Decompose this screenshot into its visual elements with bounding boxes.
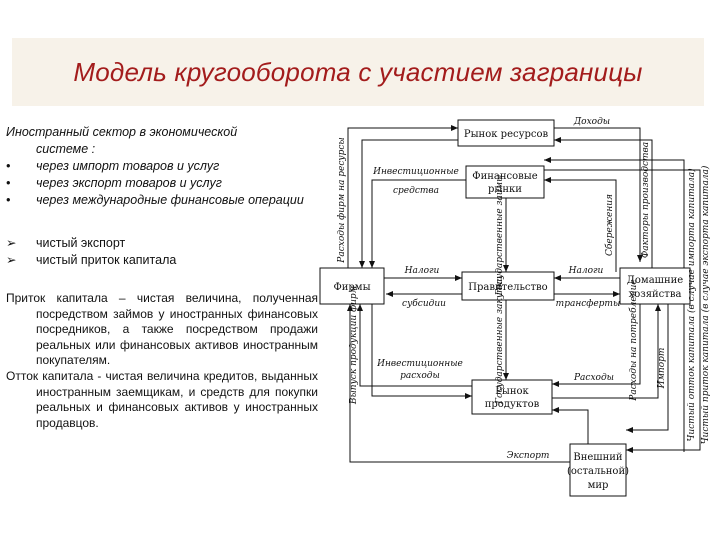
savings-label: Сбережения [605,193,615,257]
gov-purchases-label: Государственные закупки [495,276,505,404]
government-label: Правительство [468,282,548,293]
outflow-definition: Отток капитала - чистая величина кредитов, выданных иностранным заемщикам, и средств для покупки реальных и финансовых активов у иностранных продавцов. [6,368,318,430]
foreign-world-box [567,444,629,496]
firm-resource-spending-label: Расходы фирм на ресурсы [337,137,347,263]
product-market-label: Рынок [495,386,529,397]
resource-market-box [458,120,554,146]
list-item: • через экспорт товаров и услуг [6,176,222,190]
transfers-label: трансферты [555,299,621,309]
arrow-bullet-icon: ➢ [6,236,17,250]
foreign-world-label-3: мир [587,480,609,491]
net-inflow-label: Чистый приток капитала (в случае экспорта капитала) [701,165,711,445]
investment-spending-label-2: расходы [400,371,440,381]
incomes-line [554,128,640,262]
firm-resource-spending-line [348,128,458,272]
financial-markets-box [466,166,544,198]
resource-factors-label: Факторы производства [641,141,651,259]
list-item: • через международные финансовые операции [6,193,304,207]
foreign-to-product-line [552,410,588,444]
households-label: Домашние [626,275,684,286]
investment-spending-line [372,304,472,396]
bullet-dot-icon: • [6,193,11,207]
inflow-definition: Приток капитала – чистая величина, полученная посредством займов у иностранных финансовых посредников, а также посредством продажи реальных или финансовых активов иностранным покупателям. [6,291,318,368]
bullet-dot-icon: • [6,176,11,190]
investment-spending-label: Инвестиционные [377,359,463,369]
foreign-world-label: Внешний [573,452,623,463]
import-label: Импорт [657,347,667,389]
government-box [462,272,554,300]
finance-foreign-line [544,170,700,450]
consumer-spending-label: Расходы на потребление [629,279,639,401]
firm-output-label: Выпуск продукции фирм [349,285,359,405]
page-title: Модель кругооборота с участием заграницы [73,56,643,87]
firms-label: Фирмы [333,282,371,293]
foreign-world-label-2: (остальной) [566,466,630,477]
list-item: ➢ чистый приток капитала [6,253,177,267]
product-market-label-2: продуктов [484,399,540,410]
list-item: ➢ чистый экспорт [6,236,126,250]
product-market-box [472,380,552,414]
consumer-spending-line [552,304,640,384]
investment-funds-label: Инвестиционные [373,167,459,177]
bullet-dot-icon: • [6,159,11,173]
subsidies-label: субсидии [402,299,446,309]
financial-markets-label-2: рынки [488,184,522,195]
sector-heading-line1: Иностранный сектор в экономической [6,125,238,139]
net-outflow-label: Чистый отток капитала (в случае импорта капитала) [687,168,697,442]
financial-markets-label: Финансовые [472,171,538,182]
consumption-label: Расходы [574,373,614,383]
resource-to-firms-line [362,140,458,268]
export-label: Экспорт [506,451,550,461]
investment-funds-label-2: средства [392,186,440,196]
taxes-firms-label: Налоги [404,266,440,276]
list-item: • через импорт товаров и услуг [6,159,220,173]
resource-market-label: Рынок ресурсов [463,129,549,140]
incomes-label: Доходы [573,117,611,127]
gov-borrowing-label: Государственные займы [495,174,505,296]
sector-heading-line2: системе : [36,142,96,156]
arrow-bullet-icon: ➢ [6,253,17,267]
households-label-2: хозяйства [628,289,682,300]
taxes-households-label: Налоги [568,266,604,276]
